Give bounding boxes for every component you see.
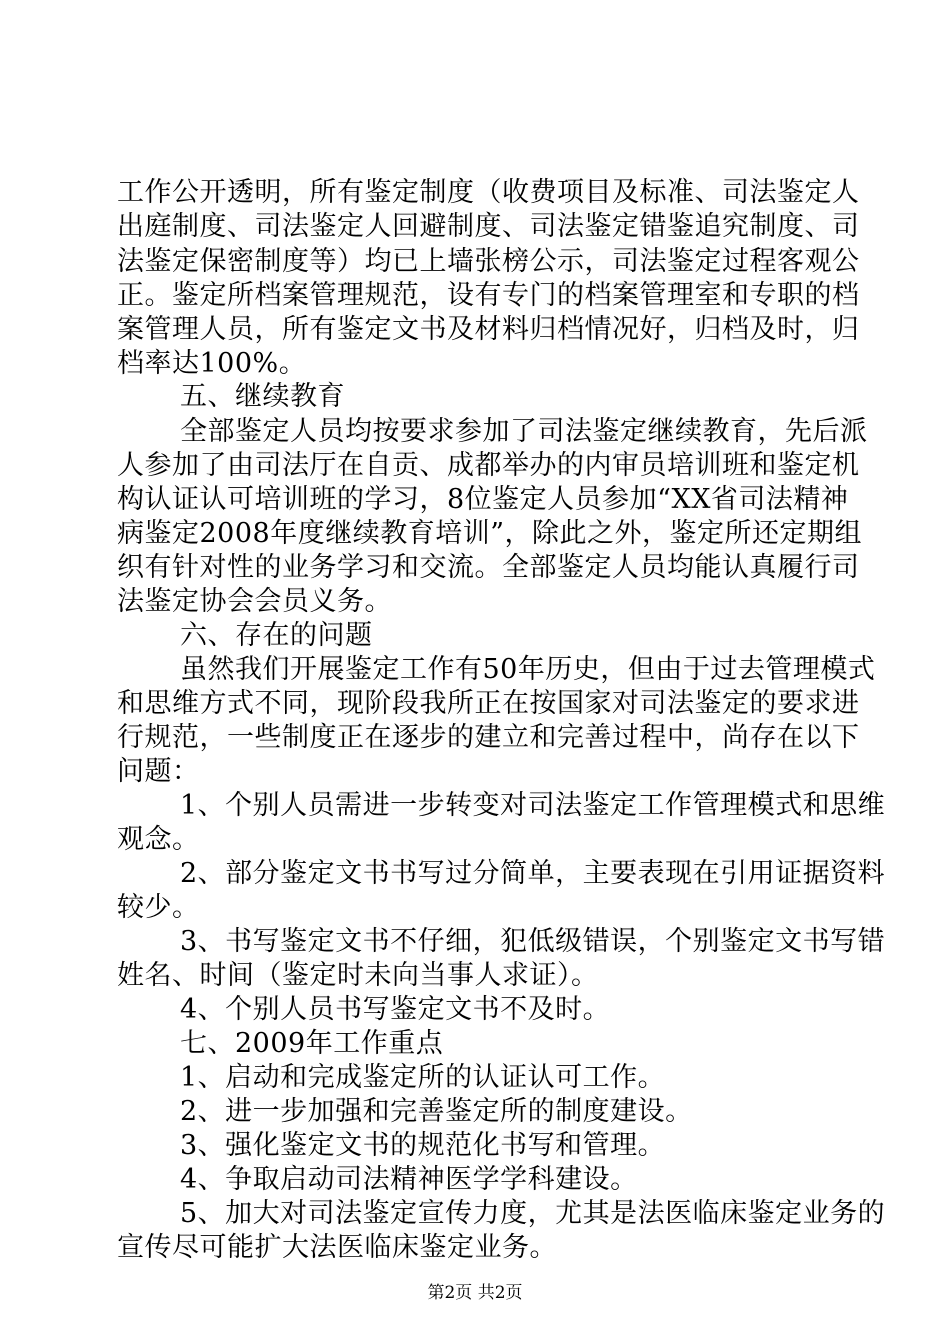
body-line: 构认证认可培训班的学习，8位鉴定人员参加“XX省司法精神 [117, 484, 849, 515]
body-line: 案管理人员，所有鉴定文书及材料归档情况好，归档及时，归 [117, 314, 860, 345]
section-heading: 七、2009年工作重点 [180, 1028, 444, 1059]
body-line: 出庭制度、司法鉴定人回避制度、司法鉴定错鉴追究制度、司 [117, 211, 860, 242]
section-heading: 五、继续教育 [180, 381, 345, 412]
body-line: 观念。 [117, 824, 200, 855]
body-line: 法鉴定保密制度等）均已上墙张榜公示，司法鉴定过程客观公 [117, 246, 860, 277]
body-line: 姓名、时间（鉴定时未向当事人求证）。 [117, 960, 599, 991]
body-line: 虽然我们开展鉴定工作有50年历史，但由于过去管理模式 [180, 654, 876, 685]
body-line: 织有针对性的业务学习和交流。全部鉴定人员均能认真履行司 [117, 552, 860, 583]
body-line: 宣传尽可能扩大法医临床鉴定业务。 [117, 1232, 557, 1263]
body-line: 档率达100%。 [117, 348, 307, 379]
body-line: 较少。 [117, 892, 200, 923]
list-item: 2、部分鉴定文书书写过分简单，主要表现在引用证据资料 [180, 858, 886, 889]
body-line: 病鉴定2008年度继续教育培训”，除此之外，鉴定所还定期组 [117, 518, 863, 549]
list-item: 4、个别人员书写鉴定文书不及时。 [180, 994, 611, 1025]
body-line: 行规范，一些制度正在逐步的建立和完善过程中，尚存在以下 [117, 722, 860, 753]
body-line: 法鉴定协会会员义务。 [117, 586, 392, 617]
list-item: 1、个别人员需进一步转变对司法鉴定工作管理模式和思维 [180, 790, 886, 821]
body-line: 人参加了由司法厅在自贡、成都举办的内审员培训班和鉴定机 [117, 450, 860, 481]
body-line: 全部鉴定人员均按要求参加了司法鉴定继续教育，先后派 [180, 416, 868, 447]
list-item: 1、启动和完成鉴定所的认证认可工作。 [180, 1062, 666, 1093]
list-item: 3、书写鉴定文书不仔细，犯低级错误，个别鉴定文书写错 [180, 926, 886, 957]
page-number: 第2页 共2页 [427, 1283, 523, 1303]
list-item: 4、争取启动司法精神医学学科建设。 [180, 1164, 638, 1195]
section-heading: 六、存在的问题 [180, 620, 373, 651]
body-line: 问题： [117, 756, 200, 787]
body-line: 和思维方式不同，现阶段我所正在按国家对司法鉴定的要求进 [117, 688, 860, 719]
list-item: 5、加大对司法鉴定宣传力度，尤其是法医临床鉴定业务的 [180, 1198, 886, 1229]
body-line: 工作公开透明，所有鉴定制度（收费项目及标准、司法鉴定人 [117, 177, 860, 208]
body-line: 正。鉴定所档案管理规范，设有专门的档案管理室和专职的档 [117, 280, 860, 311]
list-item: 2、进一步加强和完善鉴定所的制度建设。 [180, 1096, 693, 1127]
list-item: 3、强化鉴定文书的规范化书写和管理。 [180, 1130, 666, 1161]
